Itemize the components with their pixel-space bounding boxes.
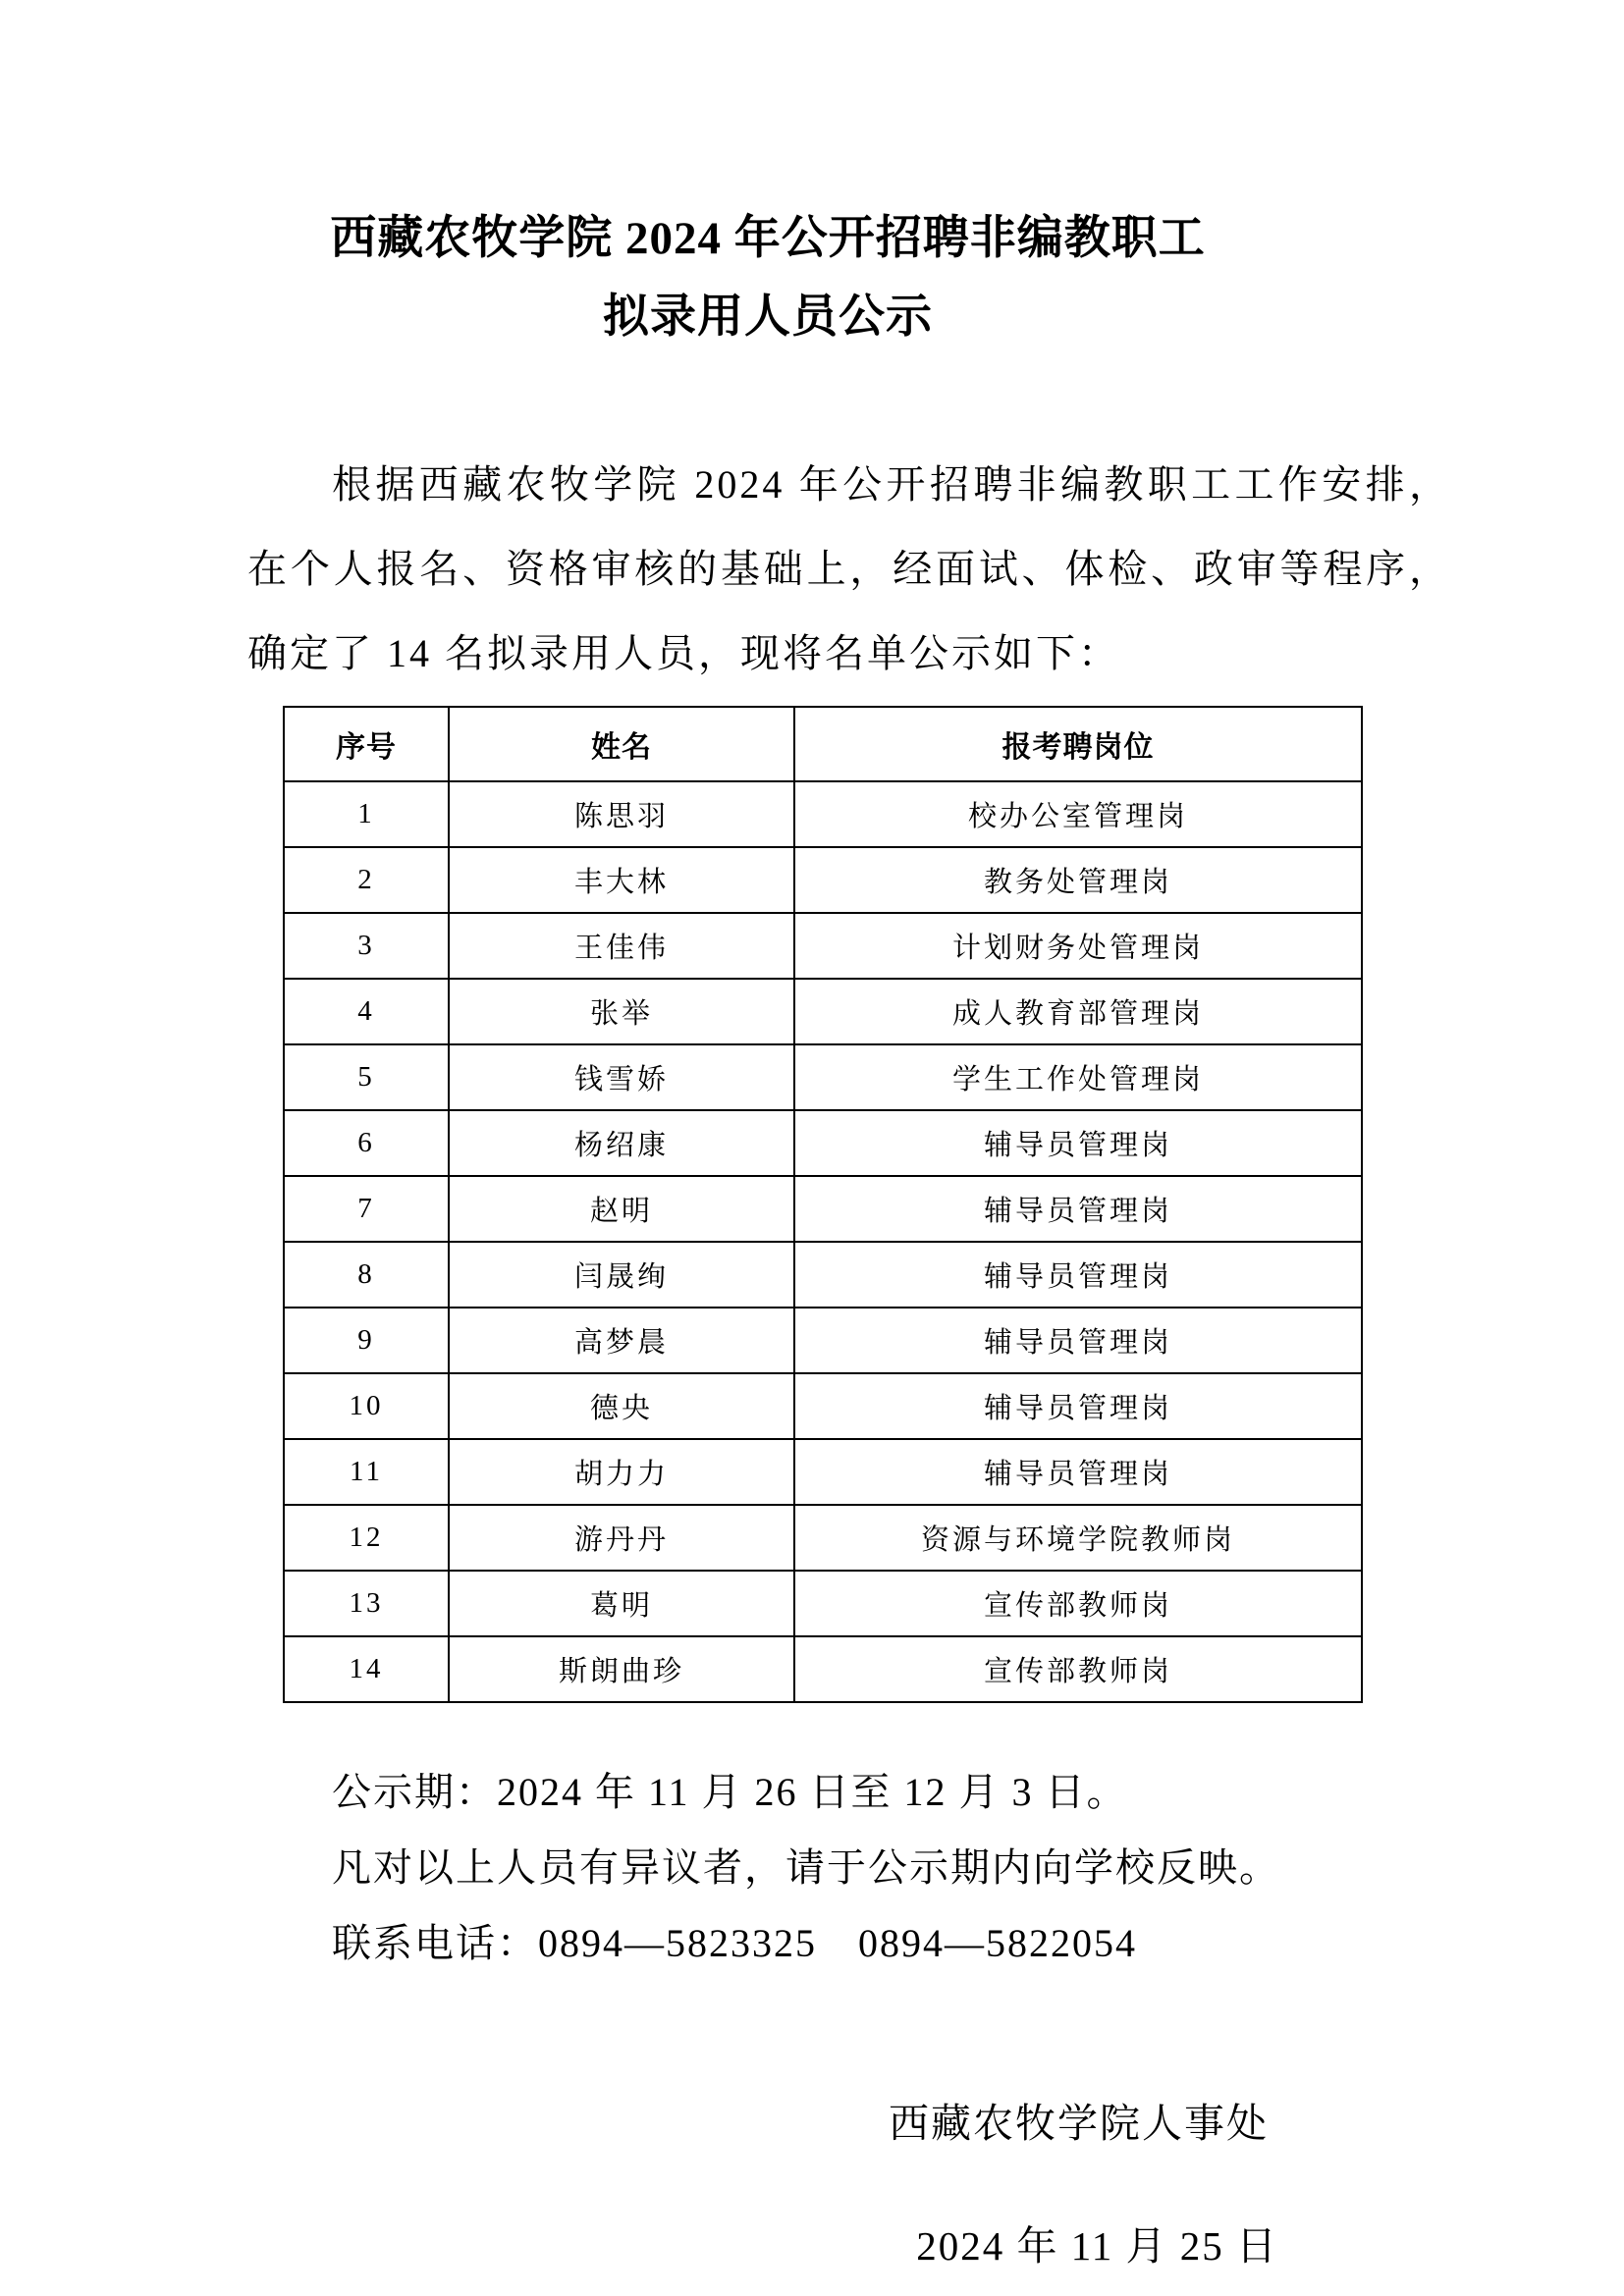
table-row bbox=[284, 1044, 1362, 1110]
cell-position: 计划财务处管理岗 bbox=[794, 913, 1362, 979]
cell-name: 葛明 bbox=[449, 1571, 794, 1636]
cell-serial-number: 7 bbox=[284, 1176, 449, 1242]
cell-name: 钱雪娇 bbox=[449, 1044, 794, 1110]
table-row bbox=[284, 1636, 1362, 1702]
cell-serial-number: 2 bbox=[284, 847, 449, 913]
cell-position: 成人教育部管理岗 bbox=[794, 979, 1362, 1044]
title-line-2: 拟录用人员公示 bbox=[603, 292, 933, 343]
publicity-period-line: 公示期：2024 年 11 月 26 日至 12 月 3 日。 bbox=[332, 1770, 1128, 1814]
table-row bbox=[284, 1176, 1362, 1242]
cell-name: 杨绍康 bbox=[449, 1110, 794, 1176]
table-row bbox=[284, 913, 1362, 979]
cell-name: 高梦晨 bbox=[449, 1308, 794, 1373]
intro-text: 根据西藏农牧学院 2024 年公开招聘非编教职工工作安排，在个人报名、资格审核的基础上，经面试、体检、政审等程序，确定了 14 名拟录用人员，现将名单公示如下： bbox=[247, 462, 1451, 675]
document-title bbox=[0, 199, 1624, 356]
cell-position: 辅导员管理岗 bbox=[794, 1308, 1362, 1373]
cell-serial-number: 5 bbox=[284, 1044, 449, 1110]
objection-line: 凡对以上人员有异议者，请于公示期内向学校反映。 bbox=[332, 1845, 1280, 1890]
cell-serial-number: 4 bbox=[284, 979, 449, 1044]
cell-name: 赵明 bbox=[449, 1176, 794, 1242]
cell-name: 陈思羽 bbox=[449, 781, 794, 847]
notes-block bbox=[247, 1754, 1477, 1981]
cell-serial-number: 14 bbox=[284, 1636, 449, 1702]
cell-serial-number: 6 bbox=[284, 1110, 449, 1176]
cell-name: 德央 bbox=[449, 1373, 794, 1439]
cell-name: 丰大林 bbox=[449, 847, 794, 913]
cell-position: 辅导员管理岗 bbox=[794, 1439, 1362, 1505]
title-line-1: 西藏农牧学院 2024 年公开招聘非编教职工 bbox=[330, 213, 1206, 264]
cell-position: 资源与环境学院教师岗 bbox=[794, 1505, 1362, 1571]
cell-serial-number: 12 bbox=[284, 1505, 449, 1571]
table-header-row bbox=[284, 707, 1362, 781]
cell-position: 辅导员管理岗 bbox=[794, 1110, 1362, 1176]
cell-serial-number: 13 bbox=[284, 1571, 449, 1636]
header-serial-number: 序号 bbox=[284, 707, 449, 781]
cell-position: 辅导员管理岗 bbox=[794, 1373, 1362, 1439]
table-row bbox=[284, 1505, 1362, 1571]
table-row bbox=[284, 847, 1362, 913]
cell-position: 学生工作处管理岗 bbox=[794, 1044, 1362, 1110]
cell-serial-number: 10 bbox=[284, 1373, 449, 1439]
cell-serial-number: 3 bbox=[284, 913, 449, 979]
cell-serial-number: 8 bbox=[284, 1242, 449, 1308]
cell-name: 闫晟绚 bbox=[449, 1242, 794, 1308]
cell-position: 校办公室管理岗 bbox=[794, 781, 1362, 847]
header-name: 姓名 bbox=[449, 707, 794, 781]
table-row bbox=[284, 1242, 1362, 1308]
table-row bbox=[284, 1373, 1362, 1439]
candidate-table bbox=[283, 706, 1363, 1703]
cell-position: 宣传部教师岗 bbox=[794, 1571, 1362, 1636]
table-row bbox=[284, 979, 1362, 1044]
cell-serial-number: 1 bbox=[284, 781, 449, 847]
cell-serial-number: 9 bbox=[284, 1308, 449, 1373]
table-row bbox=[284, 1571, 1362, 1636]
issuing-department: 西藏农牧学院人事处 bbox=[889, 2101, 1269, 2146]
cell-position: 辅导员管理岗 bbox=[794, 1176, 1362, 1242]
cell-name: 斯朗曲珍 bbox=[449, 1636, 794, 1702]
table-row bbox=[284, 1439, 1362, 1505]
intro-paragraph bbox=[247, 443, 1451, 696]
contact-phone-line: 联系电话：0894—5823325 0894—5822054 bbox=[332, 1921, 1137, 1965]
cell-name: 胡力力 bbox=[449, 1439, 794, 1505]
table-row bbox=[284, 1110, 1362, 1176]
table-row bbox=[284, 1308, 1362, 1373]
issue-date: 2024 年 11 月 25 日 bbox=[916, 2223, 1278, 2269]
cell-name: 游丹丹 bbox=[449, 1505, 794, 1571]
cell-position: 教务处管理岗 bbox=[794, 847, 1362, 913]
header-position: 报考聘岗位 bbox=[794, 707, 1362, 781]
cell-position: 辅导员管理岗 bbox=[794, 1242, 1362, 1308]
cell-position: 宣传部教师岗 bbox=[794, 1636, 1362, 1702]
cell-name: 张举 bbox=[449, 979, 794, 1044]
cell-name: 王佳伟 bbox=[449, 913, 794, 979]
cell-serial-number: 11 bbox=[284, 1439, 449, 1505]
table-row bbox=[284, 781, 1362, 847]
